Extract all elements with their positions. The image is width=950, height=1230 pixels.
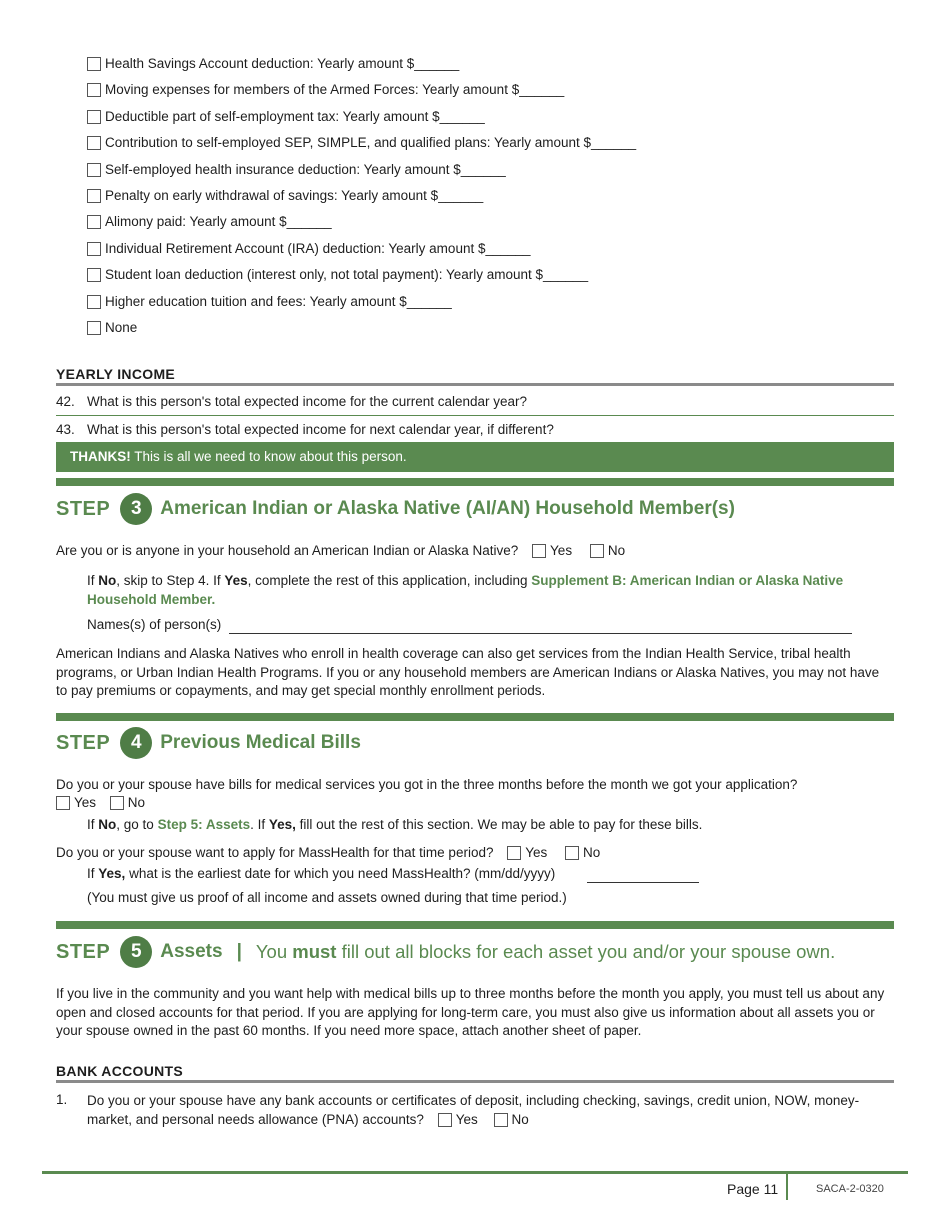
deduction-item[interactable] <box>87 265 588 285</box>
step-5-header <box>56 935 835 969</box>
yes-label: Yes <box>455 1111 478 1127</box>
checkbox[interactable] <box>87 268 101 282</box>
bills-options <box>56 795 145 810</box>
deduction-item[interactable] <box>87 212 332 232</box>
aian-question <box>56 543 625 558</box>
step-number: 4 <box>120 727 152 759</box>
checkbox[interactable] <box>494 1113 508 1127</box>
if-text: If <box>87 817 95 832</box>
question-text: Are you or is anyone in your household an American Indian or Alaska Native? <box>56 543 519 558</box>
question-number: 42. <box>56 394 75 409</box>
skip-text: , skip to Step 4. If <box>116 573 225 588</box>
sub-a: You <box>255 941 293 962</box>
checkbox[interactable] <box>87 110 101 124</box>
question-text: Do you or your spouse have any bank accounts or certificates of deposit, including checking, savings, credit union, NOW, money-market, and personal needs allowance (PNA) accounts? <box>87 1093 860 1127</box>
step-label: STEP <box>56 940 111 963</box>
divider <box>56 1080 894 1083</box>
section-heading: BANK ACCOUNTS <box>56 1063 184 1079</box>
step-number: 3 <box>120 493 152 525</box>
goto-text: , go to <box>116 817 158 832</box>
step-title: American Indian or Alaska Native (AI/AN) Household Member(s) <box>160 498 735 519</box>
proof-note: (You must give us proof of all income and assets owned during that time period.) <box>87 890 567 905</box>
yes-label: Yes <box>550 543 573 558</box>
supplement-link: Supplement B: American Indian or Alaska Native Household Member. <box>87 573 844 607</box>
checkbox[interactable] <box>87 83 101 97</box>
yes-option[interactable] <box>507 845 547 860</box>
deduction-label: Deductible part of self-employment tax: Yearly amount $______ <box>105 109 485 124</box>
masshealth-question <box>56 845 600 860</box>
sub-bold: must <box>292 941 337 962</box>
yes-label: Yes <box>74 795 97 810</box>
if-text: If <box>87 573 95 588</box>
deduction-label: Individual Retirement Account (IRA) deduction: Yearly amount $______ <box>105 241 531 256</box>
checkbox[interactable] <box>110 796 124 810</box>
sub-b: fill out all blocks for each asset you and/or your spouse own. <box>336 941 836 962</box>
checkbox[interactable] <box>590 544 604 558</box>
question-42: What is this person's total expected income for the current calendar year? <box>87 394 528 409</box>
step-title: Assets <box>160 941 223 962</box>
yes-bold: Yes, <box>268 817 296 832</box>
date-text: what is the earliest date for which you need MassHealth? (mm/dd/yyyy) <box>125 866 556 881</box>
step-title: Previous Medical Bills <box>160 732 361 753</box>
yes-label: Yes <box>525 845 548 860</box>
step-3-paragraph: American Indians and Alaska Natives who enroll in health coverage can also get services from the Indian Health Service, tribal health programs, or Urban Indian Health Programs. If you or any household members are American Indians or Alaska Natives, you may not have to pay premiums or copayments, and may get special monthly enrollment periods. <box>56 646 880 698</box>
divider-band <box>56 921 894 929</box>
step-subtitle <box>256 941 835 963</box>
deduction-item[interactable] <box>87 160 506 180</box>
question-number: 1. <box>56 1092 68 1107</box>
checkbox[interactable] <box>87 57 101 71</box>
page-number: Page 11 <box>727 1181 779 1197</box>
deduction-label: None <box>105 320 138 335</box>
title-divider: | <box>236 941 242 962</box>
checkbox[interactable] <box>87 163 101 177</box>
checkbox[interactable] <box>565 846 579 860</box>
checkbox[interactable] <box>87 215 101 229</box>
deduction-label: Alimony paid: Yearly amount $______ <box>105 214 332 229</box>
no-bold: No <box>98 817 117 832</box>
goto-text-3: fill out the rest of this section. We may be able to pay for these bills. <box>295 817 703 832</box>
yes-option[interactable] <box>56 795 96 810</box>
thanks-bold: THANKS! <box>70 449 131 464</box>
divider <box>56 415 894 416</box>
form-code: SACA-2-0320 <box>816 1183 884 1195</box>
no-option[interactable] <box>590 543 625 558</box>
footer-divider <box>786 1174 788 1200</box>
deduction-label: Contribution to self-employed SEP, SIMPLE, and qualified plans: Yearly amount $______ <box>105 135 637 150</box>
bills-question: Do you or your spouse have bills for medical services you got in the three months before the month we got your application? <box>56 777 798 792</box>
deduction-label: Higher education tuition and fees: Yearly amount $______ <box>105 294 452 309</box>
deduction-label: Moving expenses for members of the Armed Forces: Yearly amount $______ <box>105 82 565 97</box>
no-label: No <box>607 543 626 558</box>
deduction-item[interactable] <box>87 239 531 259</box>
date-question <box>87 866 555 881</box>
no-label: No <box>127 795 146 810</box>
checkbox[interactable] <box>87 321 101 335</box>
if-text: If <box>87 866 95 881</box>
deduction-label: Penalty on early withdrawal of savings: Yearly amount $______ <box>105 188 484 203</box>
date-input-line[interactable] <box>587 882 699 883</box>
question-number: 43. <box>56 422 75 437</box>
names-label: Names(s) of person(s) <box>87 617 222 632</box>
step-label: STEP <box>56 497 111 520</box>
deduction-item[interactable] <box>87 80 564 100</box>
goto-text-2: . If <box>250 817 269 832</box>
checkbox[interactable] <box>87 189 101 203</box>
names-field <box>87 617 221 632</box>
no-label: No <box>511 1111 529 1127</box>
yes-option[interactable] <box>438 1112 478 1127</box>
step-5-link[interactable]: Step 5: Assets <box>157 817 251 832</box>
bank-question <box>87 1092 894 1129</box>
names-input-line[interactable] <box>229 633 852 634</box>
yes-bold: Yes <box>224 573 248 588</box>
step-5-paragraph: If you live in the community and you want help with medical bills up to three months before the month you apply, you must tell us about any open and closed accounts for that period. If you are applying for long-term care, you must also give us information about all assets you or your spouse owned in the past 60 months. If you need more space, attach another sheet of paper. <box>56 986 885 1038</box>
deduction-item[interactable] <box>87 318 137 338</box>
deduction-item[interactable] <box>87 107 485 127</box>
thanks-text: This is all we need to know about this person. <box>134 449 407 464</box>
yes-bold: Yes, <box>98 866 126 881</box>
no-option[interactable] <box>494 1112 529 1127</box>
deduction-item[interactable] <box>87 54 459 74</box>
deduction-item[interactable] <box>87 292 452 312</box>
step-3-header <box>56 492 735 526</box>
divider-band <box>56 713 894 721</box>
deduction-label: Student loan deduction (interest only, not total payment): Yearly amount $______ <box>105 267 589 282</box>
checkbox[interactable] <box>438 1113 452 1127</box>
checkbox[interactable] <box>507 846 521 860</box>
no-option[interactable] <box>565 845 600 860</box>
deduction-label: Health Savings Account deduction: Yearly amount $______ <box>105 56 460 71</box>
step-3-instruction <box>87 572 887 609</box>
question-43: What is this person's total expected income for next calendar year, if different? <box>87 422 554 437</box>
checkbox[interactable] <box>532 544 546 558</box>
checkbox[interactable] <box>56 796 70 810</box>
checkbox[interactable] <box>87 136 101 150</box>
divider-band <box>56 478 894 486</box>
deduction-label: Self-employed health insurance deduction: Yearly amount $______ <box>105 162 506 177</box>
footer-rule <box>42 1171 908 1174</box>
yes-option[interactable] <box>532 543 572 558</box>
deduction-item[interactable] <box>87 133 636 153</box>
no-label: No <box>583 845 601 860</box>
skip-text-2: , complete the rest of this application, including <box>247 573 532 588</box>
thanks-banner <box>56 442 894 472</box>
step-4-instruction <box>87 817 702 832</box>
deduction-item[interactable] <box>87 186 483 206</box>
step-4-header <box>56 726 361 760</box>
question-text: Do you or your spouse want to apply for MassHealth for that time period? <box>56 845 494 860</box>
step-number: 5 <box>120 936 152 968</box>
checkbox[interactable] <box>87 242 101 256</box>
checkbox[interactable] <box>87 295 101 309</box>
no-bold: No <box>98 573 117 588</box>
no-option[interactable] <box>110 795 145 810</box>
step-label: STEP <box>56 731 111 754</box>
section-heading: YEARLY INCOME <box>56 366 176 382</box>
divider <box>56 383 894 386</box>
